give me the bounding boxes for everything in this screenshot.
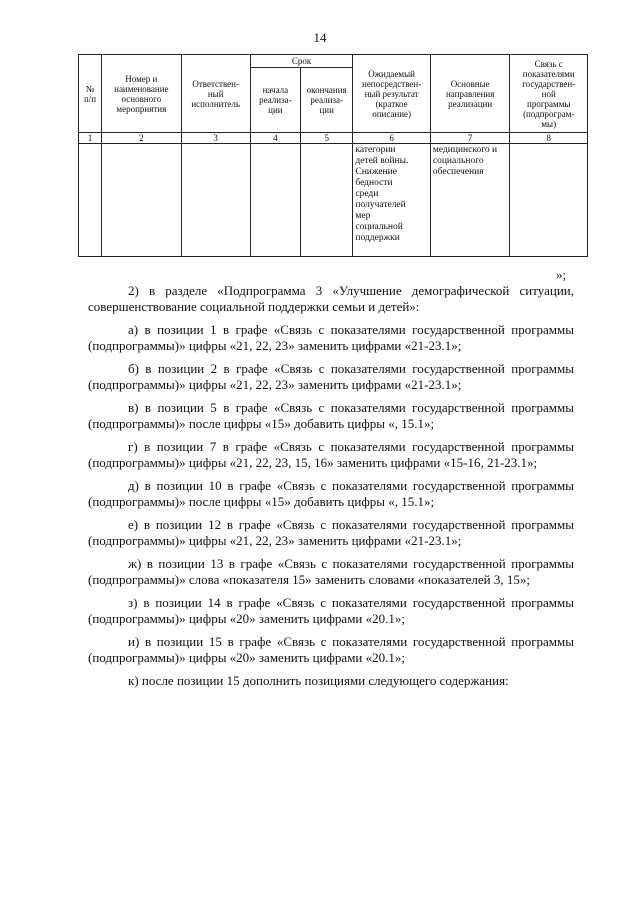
paragraph: и) в позиции 15 в графе «Связь с показателями государственной программы (подпрограммы)» цифры «20» заменить цифрами «20.1»; — [88, 634, 574, 665]
paragraph: г) в позиции 7 в графе «Связь с показателями государственной программы (подпрограммы)» цифры «21, 22, 23, 15, 16» заменить цифрами «15-16, 21-23.1»; — [88, 439, 574, 470]
paragraph: д) в позиции 10 в графе «Связь с показателями государственной программы (подпрограммы)» после цифры «15» добавить цифры «, 15.1»; — [88, 478, 574, 509]
column-number: 5 — [301, 133, 353, 144]
document-body — [88, 283, 574, 696]
paragraph: б) в позиции 2 в графе «Связь с показателями государственной программы (подпрограммы)» цифры «21, 22, 23» заменить цифрами «21-23.1»; — [88, 361, 574, 392]
table-cell — [181, 144, 250, 257]
table-cell — [79, 144, 102, 257]
paragraph: ж) в позиции 13 в графе «Связь с показателями государственной программы (подпрограммы)» слова «показателя 15» заменить словами «показателей 3, 15»; — [88, 556, 574, 587]
column-number: 6 — [353, 133, 430, 144]
paragraph: 2) в разделе «Подпрограмма 3 «Улучшение демографической ситуации, совершенствование социальной поддержки семьи и детей»: — [88, 283, 574, 314]
column-number: 4 — [250, 133, 300, 144]
page-number: 14 — [313, 30, 327, 45]
paragraph: з) в позиции 14 в графе «Связь с показателями государственной программы (подпрограммы)» цифры «20» заменить цифрами «20.1»; — [88, 595, 574, 626]
header-num: № п/п — [79, 55, 102, 133]
header-link: Связь с показателями государствен- ной программы (подпрограм- мы) — [510, 55, 588, 133]
table-cell — [510, 144, 588, 257]
table-cell — [250, 144, 300, 257]
header-start: начала реализа- ции — [250, 68, 300, 133]
table-cell — [102, 144, 182, 257]
header-end: окончания реализа- ции — [301, 68, 353, 133]
table-cell — [301, 144, 353, 257]
header-directions: Основные направления реализации — [430, 55, 510, 133]
program-table — [78, 54, 588, 257]
column-number: 3 — [181, 133, 250, 144]
header-term: Срок — [250, 55, 353, 68]
table-cell-directions: медицинского и социального обеспечения — [430, 144, 510, 257]
header-result: Ожидаемый непосредствен- ный результат (краткое описание) — [353, 55, 430, 133]
header-name: Номер и наименование основного мероприятия — [102, 55, 182, 133]
paragraph: к) после позиции 15 дополнить позициями следующего содержания: — [128, 673, 509, 688]
table-cell-result: категории детей войны. Снижение бедности среди получателей мер социальной поддержки — [353, 144, 430, 257]
header-executor: Ответствен- ный исполнитель — [181, 55, 250, 133]
column-number: 1 — [79, 133, 102, 144]
column-number: 8 — [510, 133, 588, 144]
paragraph: в) в позиции 5 в графе «Связь с показателями государственной программы (подпрограммы)» после цифры «15» добавить цифры «, 15.1»; — [88, 400, 574, 431]
column-number: 7 — [430, 133, 510, 144]
column-number: 2 — [102, 133, 182, 144]
paragraph: е) в позиции 12 в графе «Связь с показателями государственной программы (подпрограммы)» цифры «21, 22, 23» заменить цифрами «21-23.1»; — [88, 517, 574, 548]
closing-quote: »; — [556, 267, 567, 282]
paragraph: а) в позиции 1 в графе «Связь с показателями государственной программы (подпрограммы)» цифры «21, 22, 23» заменить цифрами «21-23.1»; — [88, 322, 574, 353]
